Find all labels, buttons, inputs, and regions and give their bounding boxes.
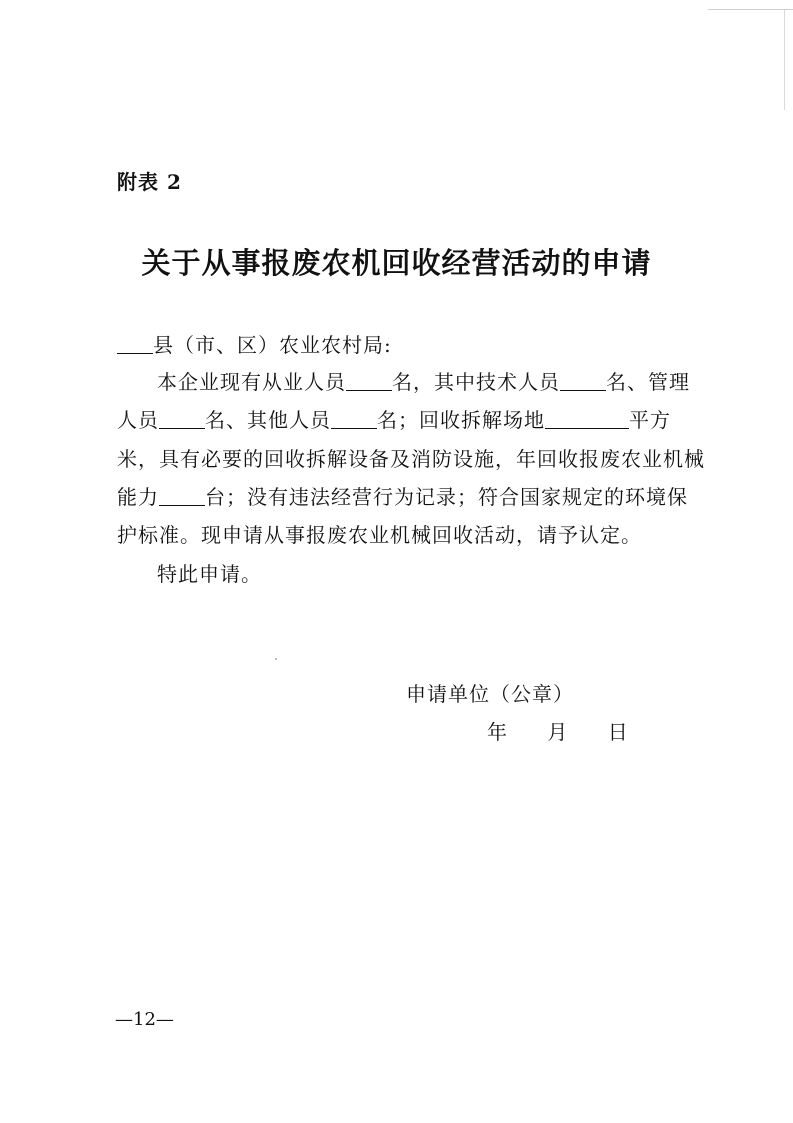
employees-blank[interactable] [346,370,392,391]
body-text-segment: 名；回收拆解场地 [377,408,545,432]
body-line-3: 米，具有必要的回收拆解设备及消防设施，年回收报废农业机械 [117,447,705,471]
scan-speck [275,658,277,660]
capacity-blank[interactable] [159,485,205,506]
management-staff-blank[interactable] [159,408,205,429]
addressee-line [117,331,392,359]
date-row [487,716,662,745]
day-label: 日 [607,720,628,744]
document-title: 关于从事报废农机回收经营活动的申请 [141,246,652,280]
body-text-segment: 人员 [117,408,159,432]
body-text-segment: 名、其他人员 [205,408,331,432]
month-label: 月 [547,720,568,744]
page-number: —12— [115,1009,174,1030]
body-text-segment: 平方 [629,408,671,432]
body-text-segment: 名、管理 [606,370,690,394]
body-line-2 [117,406,671,434]
applicant-seal-label: 申请单位（公章） [406,682,574,706]
technical-staff-blank[interactable] [560,370,606,391]
body-text-segment: 名，其中技术人员 [392,370,560,394]
scan-edge-line-vertical [784,10,785,110]
addressee-suffix: 县（市、区）农业农村局: [153,333,392,357]
body-line-1 [157,368,690,396]
body-text-segment: 能力 [117,485,159,509]
body-line-5: 护标准。现申请从事报废农业机械回收活动，请予认定。 [117,523,642,547]
year-label: 年 [487,720,507,744]
body-line-4 [117,483,688,511]
body-text-segment: 台；没有违法经营行为记录；符合国家规定的环境保 [205,485,688,509]
county-blank[interactable] [117,333,153,354]
attachment-label: 附表 2 [117,170,182,194]
body-text-segment: 本企业现有从业人员 [157,370,346,394]
scan-edge-line [708,9,793,10]
other-staff-blank[interactable] [331,408,377,429]
closing-line: 特此申请。 [157,562,262,586]
site-area-blank[interactable] [545,408,629,429]
